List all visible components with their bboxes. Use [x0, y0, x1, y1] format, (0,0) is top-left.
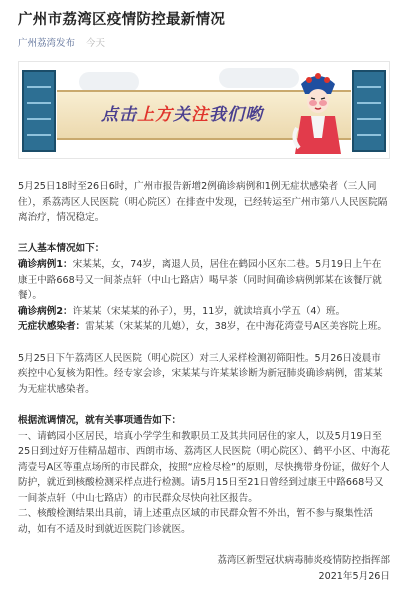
- cloud-decoration: [219, 68, 299, 88]
- notice-item-1: 一、请鹤园小区居民，培真小学学生和教职员工及其共同居住的家人，以及5月19日至25日到过好万佳精品超市、西朗市场、荔湾区人民医院（明心院区）、鹤平小区、中海花湾壹号A区等重点场所的市民群众，按照“应检尽检”的原则，尽快携带身份证，做好个人防护，就近到核酸检测采样点进行检测。请5月15日至21日曾经到过康王中路668号又一间茶点轩（中山七路店）的市民群众尽快向社区报告。: [18, 430, 390, 504]
- signature-org: 荔湾区新型冠状病毒肺炎疫情防控指挥部: [217, 555, 390, 567]
- article-body: [18, 179, 390, 584]
- signature-date: 2021年5月26日: [318, 570, 390, 582]
- window-right-decoration: [352, 70, 386, 152]
- window-left-decoration: [22, 70, 56, 152]
- case1-paragraph: 确诊病例1：宋某某，女，74岁，离退人员，居住在鹤园小区东二巷。5月19日上午在康王中路668号又一间茶点轩（中山七路店）喝早茶（同时间确诊病例郭某在该餐厅就餐）。: [18, 258, 382, 302]
- opera-character-illustration: [289, 68, 347, 154]
- publish-date: 今天: [86, 38, 106, 49]
- article-meta: [18, 37, 390, 51]
- cloud-decoration: [79, 72, 139, 92]
- notice-item-2: 二、核酸检测结果出具前，请上述重点区域的市民群众暂不外出，暂不参与聚集性活动，如有不适及时到就近医院门诊就医。: [18, 508, 373, 536]
- follow-banner[interactable]: [18, 61, 390, 159]
- follow-us-text: 点击上方关注我们哟: [101, 105, 263, 125]
- intro-paragraph: 5月25日18时至26日6时，广州市报告新增2例确诊病例和1例无症状感染者（三人同住），系荔湾区人民医院（明心院区）在排查中发现，已经转运至广州市第八人民医院隔离治疗，情况稳定。: [18, 181, 388, 224]
- account-link[interactable]: 广州荔湾发布: [18, 38, 76, 49]
- asymptomatic-paragraph: 无症状感染者：雷某某（宋某某的儿媳），女，38岁，在中海花湾壹号A区美容院上班。: [18, 321, 387, 333]
- case2-paragraph: 确诊病例2：许某某（宋某某的孙子），男，11岁，就读培真小学五（4）班。: [18, 305, 346, 317]
- article-title: 广州市荔湾区疫情防控最新情况: [18, 12, 226, 28]
- detection-paragraph: 5月25日下午荔湾区人民医院（明心院区）对三人采样检测初筛阳性。5月26日凌晨市疾控中心复核为阳性。经专家会诊，宋某某与许某某诊断为新冠肺炎确诊病例，雷某某为无症状感染者。: [18, 352, 383, 395]
- section-heading: 三人基本情况如下：: [18, 243, 105, 255]
- notice-heading: 根据流调情况，就有关事项通告如下：: [18, 414, 182, 426]
